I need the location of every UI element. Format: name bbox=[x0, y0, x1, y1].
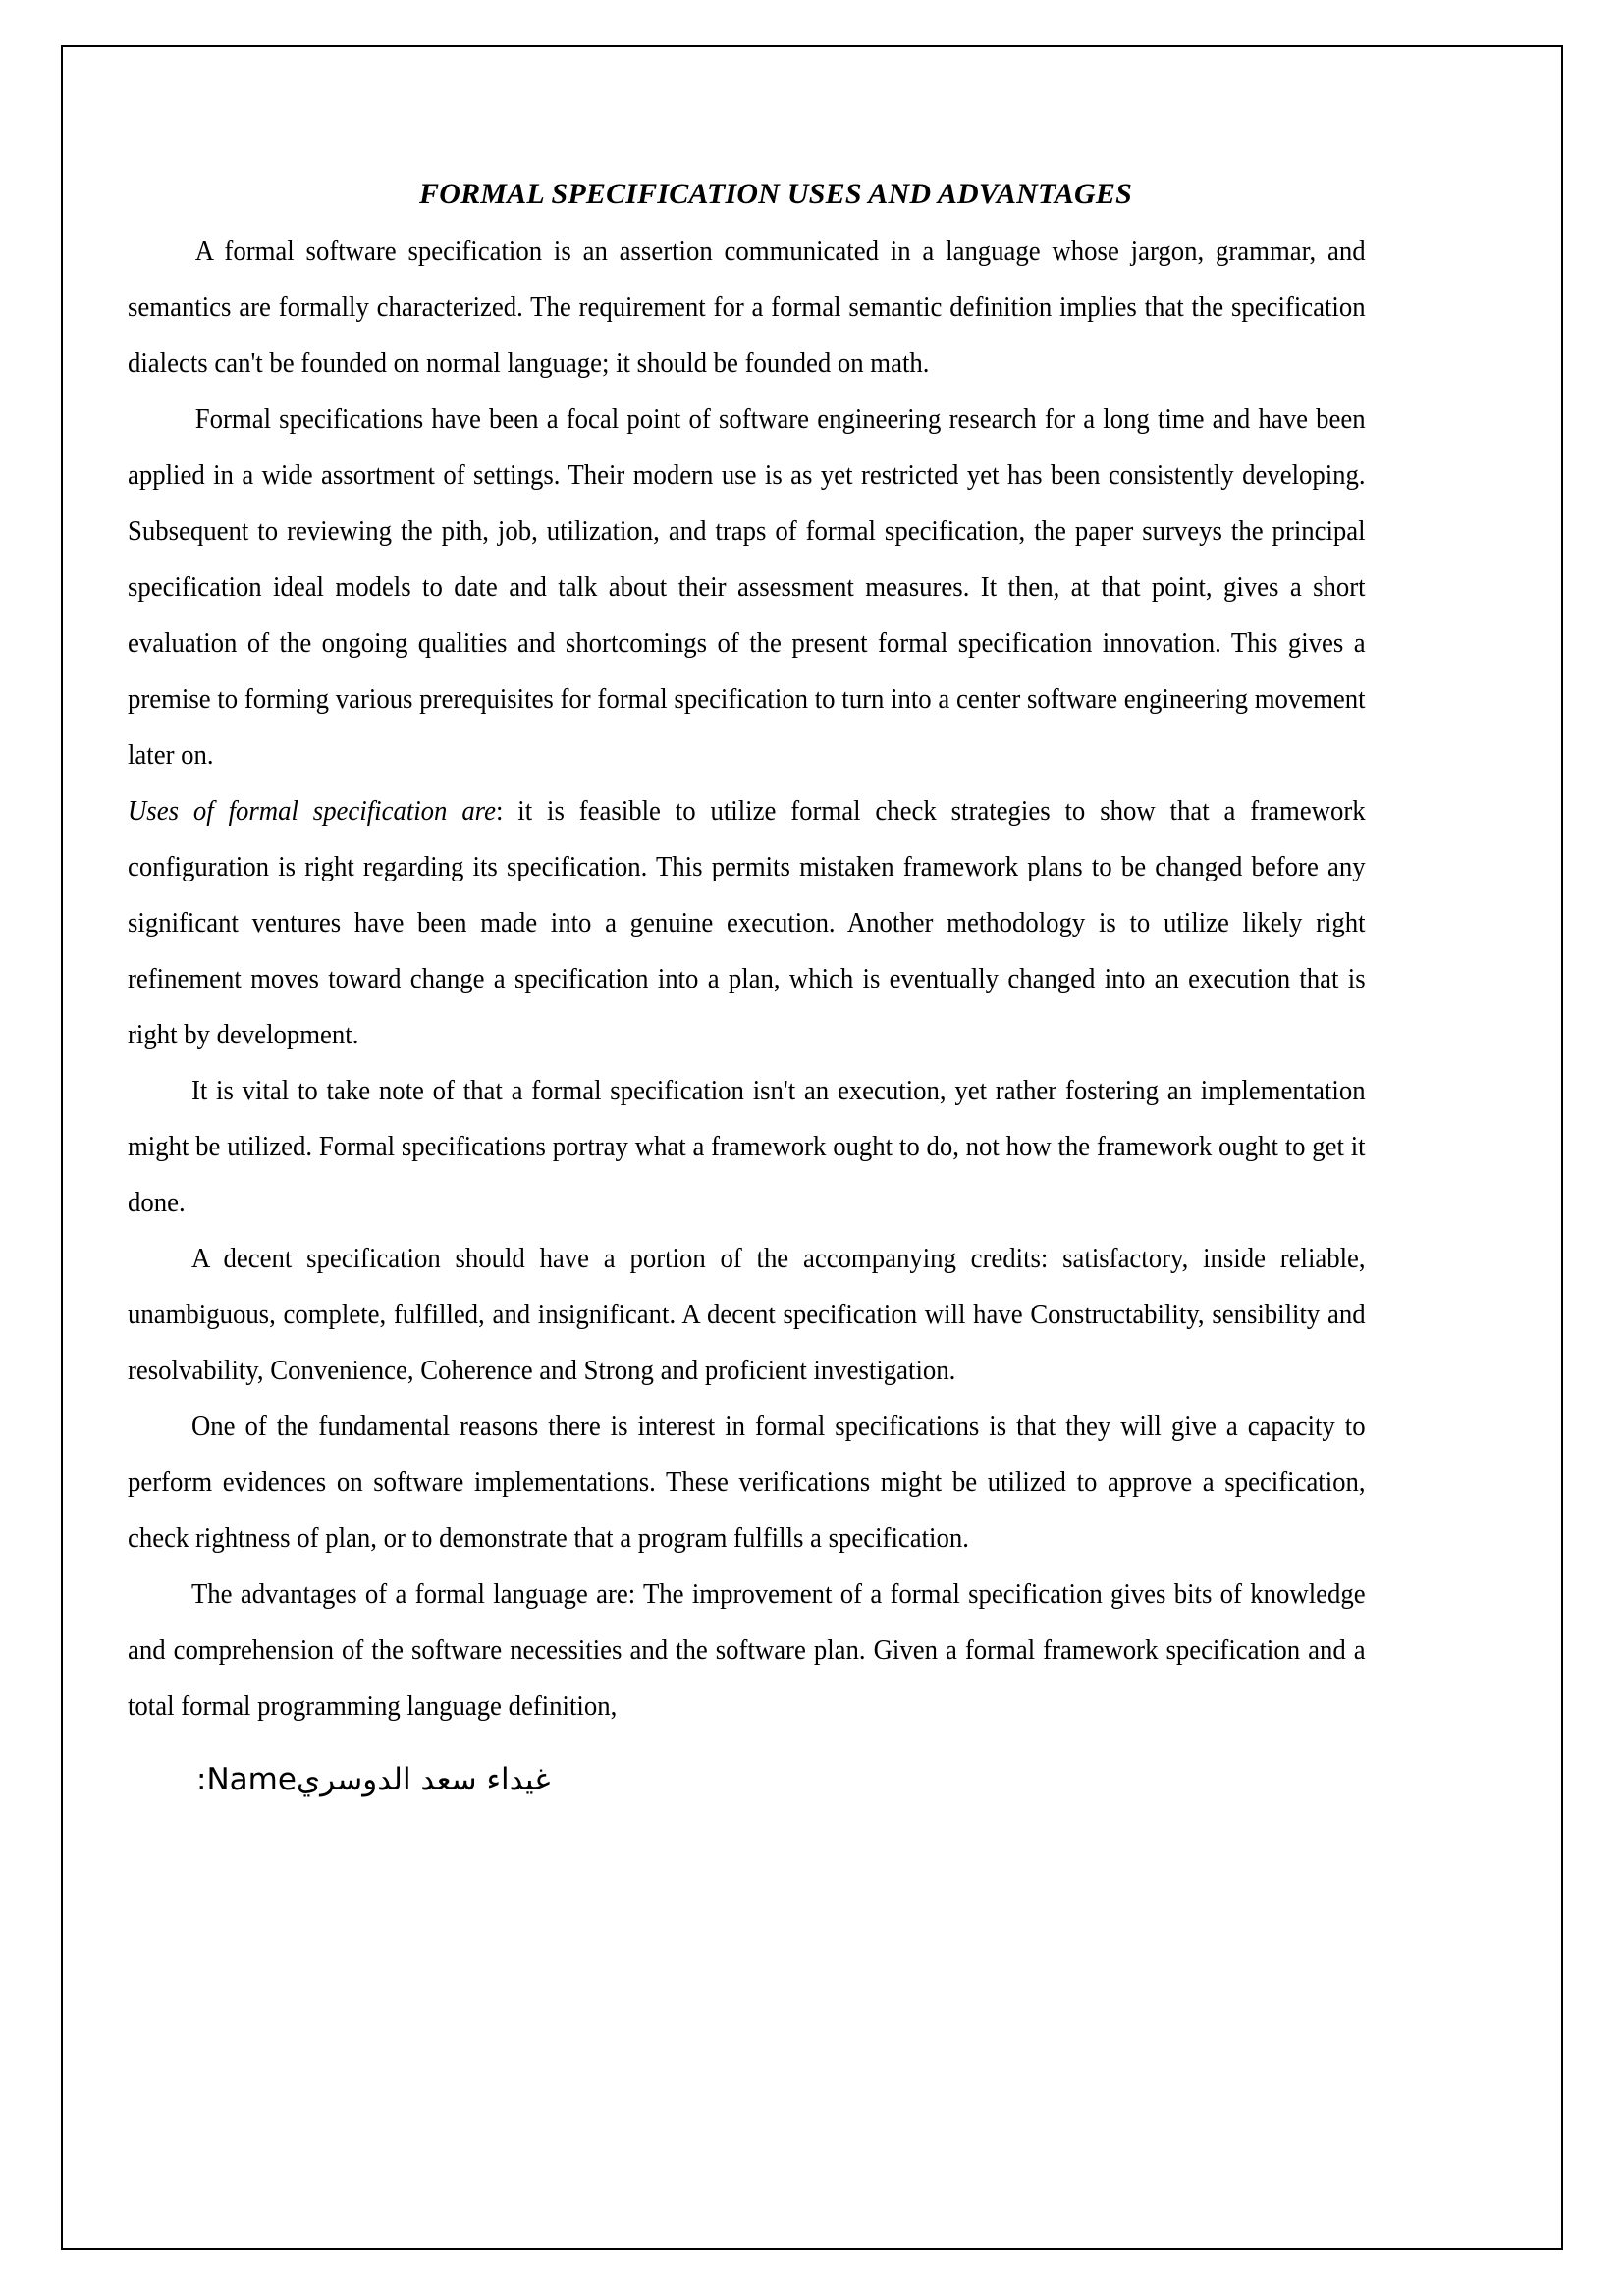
paragraph-6: One of the fundamental reasons there is interest in formal specifications is that they will give a capacity to perform evidences on software implementations. These verifications might be utilized to approve a specification, check rightness of plan, or to demonstrate that a program fulfills a specification. bbox=[128, 1412, 1366, 1554]
document-content bbox=[128, 177, 1424, 1799]
signature-line bbox=[128, 1760, 1424, 1799]
paragraph-2: Formal specifications have been a focal point of software engineering research for a long time and have been applied in a wide assortment of settings. Their modern use is as yet restricted yet has been consistently developing. Subsequent to reviewing the pith, job, utilization, and traps of formal specification, the paper surveys the principal specification ideal models to date and talk about their assessment measures. It then, at that point, gives a short evaluation of the ongoing qualities and shortcomings of the present formal specification innovation. This gives a premise to forming various prerequisites for formal specification to turn into a center software engineering movement later on. bbox=[128, 404, 1366, 771]
paragraph-7: The advantages of a formal language are: The improvement of a formal specification gives bits of knowledge and comprehension of the software necessities and the software plan. Given a formal framework specification and a total formal programming language definition, bbox=[128, 1579, 1366, 1722]
paragraph-3-lead-italic: Uses of formal specification are bbox=[128, 796, 496, 827]
page-title: FORMAL SPECIFICATION USES AND ADVANTAGES bbox=[419, 178, 1132, 210]
paragraph-1: A formal software specification is an assertion communicated in a language whose jargon, grammar, and semantics are formally characterized. The requirement for a formal semantic definition implies that the specification dialects can't be founded on normal language; it should be founded on math. bbox=[128, 237, 1366, 379]
paragraph-3-body: : it is feasible to utilize formal check strategies to show that a framework configuration is right regarding its specification. This permits mistaken framework plans to be changed before any significant ventures have been made into a genuine execution. Another methodology is to utilize likely right refinement moves toward change a specification into a plan, which is eventually changed into an execution that is right by development. bbox=[128, 796, 1366, 1050]
paragraph-3 bbox=[128, 783, 1366, 1063]
signature-name-text: غيداء سعد الدوسريName: bbox=[196, 1762, 551, 1797]
paragraph-4: It is vital to take note of that a formal specification isn't an execution, yet rather fostering an implementation might be utilized. Formal specifications portray what a framework ought to do, not how the framework ought to get it done. bbox=[128, 1076, 1366, 1218]
paragraph-5: A decent specification should have a portion of the accompanying credits: satisfactory, inside reliable, unambiguous, complete, fulfilled, and insignificant. A decent specification will have Constructability, sensibility and resolvability, Convenience, Coherence and Strong and proficient investigation. bbox=[128, 1244, 1366, 1386]
